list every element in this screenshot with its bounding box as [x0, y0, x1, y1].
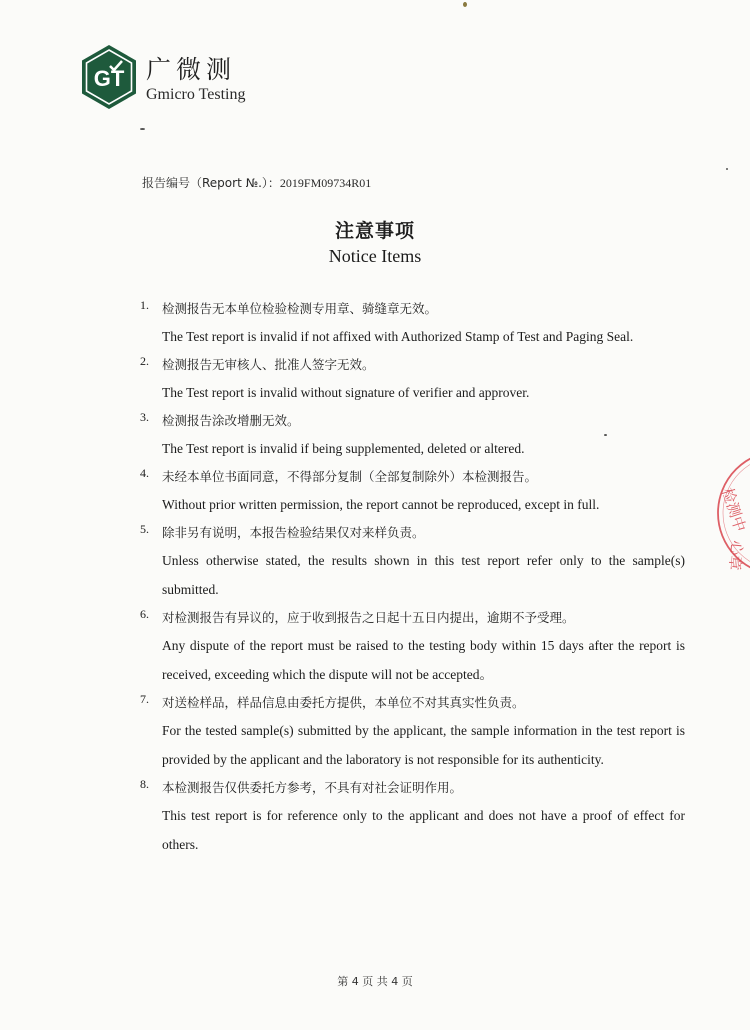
item-text-en: For the tested sample(s) submitted by the applicant, the sample information in the test report is provided by the applicant and the laboratory is not responsible for its authenticity.	[162, 723, 685, 767]
item-text-en: Any dispute of the report must be raised to the testing body within 15 days after the report is received, exceeding which the dispute will not be accepted。	[162, 638, 685, 682]
item-text-en: This test report is for reference only to the applicant and does not have a proof of effect for others.	[162, 808, 685, 852]
notice-list	[140, 296, 685, 860]
report-number-value: 2019FM09734R01	[279, 176, 372, 190]
logo-mark-text: GT	[93, 66, 125, 91]
company-name-en: Gmicro Testing	[146, 86, 246, 103]
notice-item	[140, 605, 685, 690]
item-number: 4.	[140, 466, 149, 480]
gt-logo-icon	[80, 44, 138, 110]
scan-speck	[140, 128, 145, 130]
item-number: 7.	[140, 692, 149, 706]
report-number	[142, 174, 371, 191]
page-indicator: 第 4 页 共 4 页	[337, 975, 413, 988]
item-number: 2.	[140, 354, 149, 368]
item-text-cn: 检测报告涂改增删无效。	[162, 413, 300, 428]
notice-item	[140, 775, 685, 860]
notice-item	[140, 520, 685, 605]
item-text-cn: 检测报告无审核人、批准人签字无效。	[162, 357, 375, 372]
item-text-en: The Test report is invalid without signature of verifier and approver.	[162, 385, 530, 400]
item-text-en: Without prior written permission, the report cannot be reproduced, except in full.	[162, 497, 600, 512]
item-text-cn: 对送检样品，样品信息由委托方提供，本单位不对其真实性负责。	[162, 695, 525, 710]
company-name-cn: 广微测	[146, 55, 237, 84]
notice-item	[140, 464, 685, 520]
item-text-en: The Test report is invalid if being supplemented, deleted or altered.	[162, 441, 525, 456]
item-number: 1.	[140, 298, 149, 312]
item-text-cn: 对检测报告有异议的，应于收到报告之日起十五日内提出，逾期不予受理。	[162, 610, 575, 625]
notice-item	[140, 408, 685, 464]
page-title-en: Notice Items	[328, 246, 422, 266]
svg-text:心章: 心章	[725, 539, 746, 572]
item-text-cn: 未经本单位书面同意，不得部分复制（全部复制除外）本检测报告。	[162, 469, 538, 484]
item-number: 5.	[140, 522, 149, 536]
item-text-en: The Test report is invalid if not affixed with Authorized Stamp of Test and Paging Seal.	[162, 329, 634, 344]
page-title-cn: 注意事项	[334, 220, 415, 242]
item-text-cn: 除非另有说明，本报告检验结果仅对来样负责。	[162, 525, 425, 540]
item-text-en: Unless otherwise stated, the results shown in this test report refer only to the sample(s) submitted.	[162, 553, 685, 597]
item-number: 3.	[140, 410, 149, 424]
item-number: 8.	[140, 777, 149, 791]
page-footer	[0, 973, 750, 989]
svg-text:检测中: 检测中	[718, 485, 750, 535]
scan-speck	[726, 168, 728, 170]
scan-speck	[463, 2, 467, 7]
item-number: 6.	[140, 607, 149, 621]
scan-speck	[604, 434, 607, 436]
seal-stamp	[700, 448, 750, 578]
company-logo	[80, 44, 250, 114]
notice-item	[140, 352, 685, 408]
notice-item	[140, 296, 685, 352]
item-text-cn: 检测报告无本单位检验检测专用章、骑缝章无效。	[162, 301, 438, 316]
report-number-label: 报告编号（Report №.）：	[142, 176, 280, 190]
item-text-cn: 本检测报告仅供委托方参考，不具有对社会证明作用。	[162, 780, 463, 795]
notice-item	[140, 690, 685, 775]
